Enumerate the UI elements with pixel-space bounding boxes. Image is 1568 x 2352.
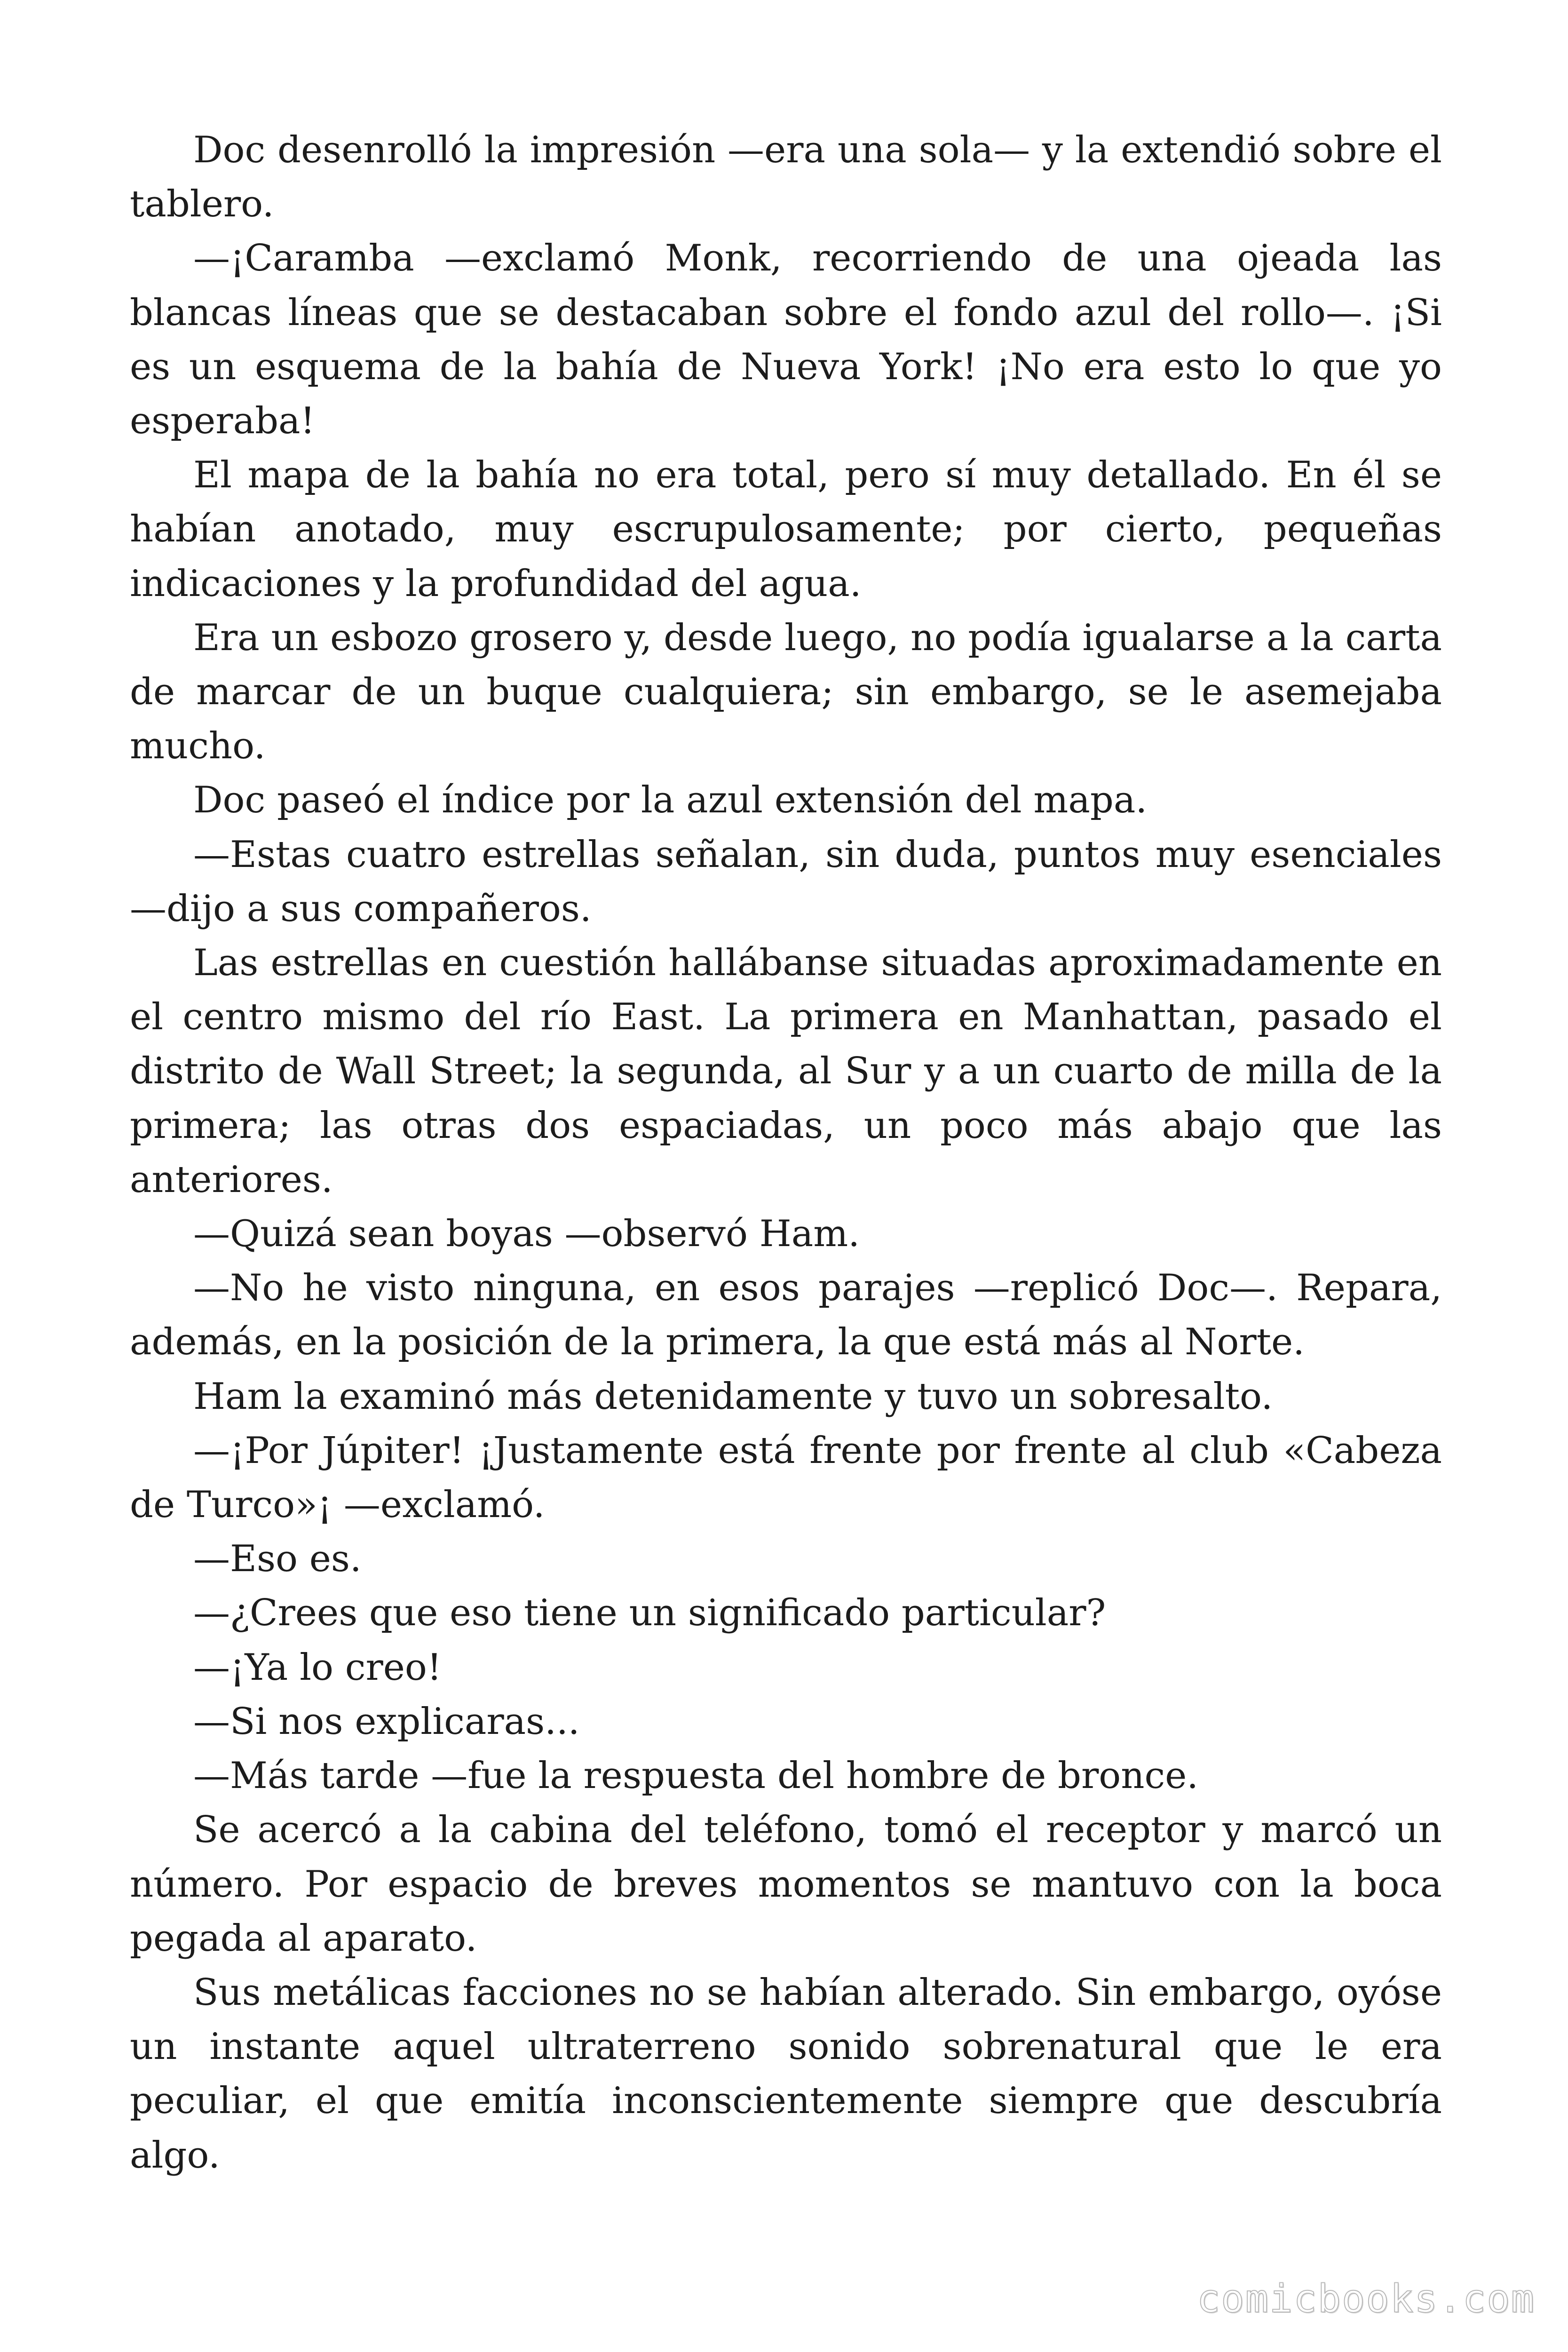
paragraph: —¡Por Júpiter! ¡Justamente está frente por frente al club «Cabeza de Turco»¡ —exclamó. xyxy=(130,1429,1442,1526)
paragraph: Doc paseó el índice por la azul extensión del mapa. xyxy=(193,779,1148,822)
paragraph: —¡Caramba —exclamó Monk, recorriendo de una ojeada las blancas líneas que se destacaban sobre el fondo azul del rollo—. ¡Si es un esquema de la bahía de Nueva York! ¡No era esto lo que yo esperaba! xyxy=(130,237,1442,443)
paragraph: —Más tarde —fue la respuesta del hombre de bronce. xyxy=(193,1755,1199,1797)
paragraph: Doc desenrolló la impresión —era una sola— y la extendió sobre el tablero. xyxy=(130,129,1442,226)
paragraph: Sus metálicas facciones no se habían alterado. Sin embargo, oyóse un instante aquel ultraterreno sonido sobrenatural que le era peculiar, el que emitía inconscientemente siempre que descubría algo. xyxy=(130,1971,1442,2177)
paragraph: —Estas cuatro estrellas señalan, sin duda, puntos muy esenciales —dijo a sus compañeros. xyxy=(130,833,1442,930)
paragraph: Se acercó a la cabina del teléfono, tomó el receptor y marcó un número. Por espacio de breves momentos se mantuvo con la boca pegada al aparato. xyxy=(130,1809,1442,1960)
paragraph: —¿Crees que eso tiene un significado particular? xyxy=(193,1592,1106,1635)
paragraph: Ham la examinó más detenidamente y tuvo un sobresalto. xyxy=(193,1375,1273,1418)
paragraph: —No he visto ninguna, en esos parajes —replicó Doc—. Repara, además, en la posición de la primera, la que está más al Norte. xyxy=(130,1267,1442,1364)
paragraph: Era un esbozo grosero y, desde luego, no podía igualarse a la carta de marcar de un buque cualquiera; sin embargo, se le asemejaba mucho. xyxy=(130,616,1442,768)
document-page xyxy=(130,123,1442,2183)
paragraph: —Si nos explicaras... xyxy=(193,1700,580,1743)
paragraph: El mapa de la bahía no era total, pero sí muy detallado. En él se habían anotado, muy escrupulosamente; por cierto, pequeñas indicaciones y la profundidad del agua. xyxy=(130,454,1442,605)
paragraph: —¡Ya lo creo! xyxy=(193,1646,442,1689)
paragraph: —Eso es. xyxy=(193,1538,362,1581)
paragraph: Las estrellas en cuestión hallábanse situadas aproximadamente en el centro mismo del río East. La primera en Manhattan, pasado el distrito de Wall Street; la segunda, al Sur y a un cuarto de milla de la primera; las otras dos espaciadas, un poco más abajo que las anteriores. xyxy=(130,942,1442,1201)
paragraph: —Quizá sean boyas —observó Ham. xyxy=(193,1213,860,1255)
watermark-logo: comicbooks.com xyxy=(1196,2277,1535,2321)
